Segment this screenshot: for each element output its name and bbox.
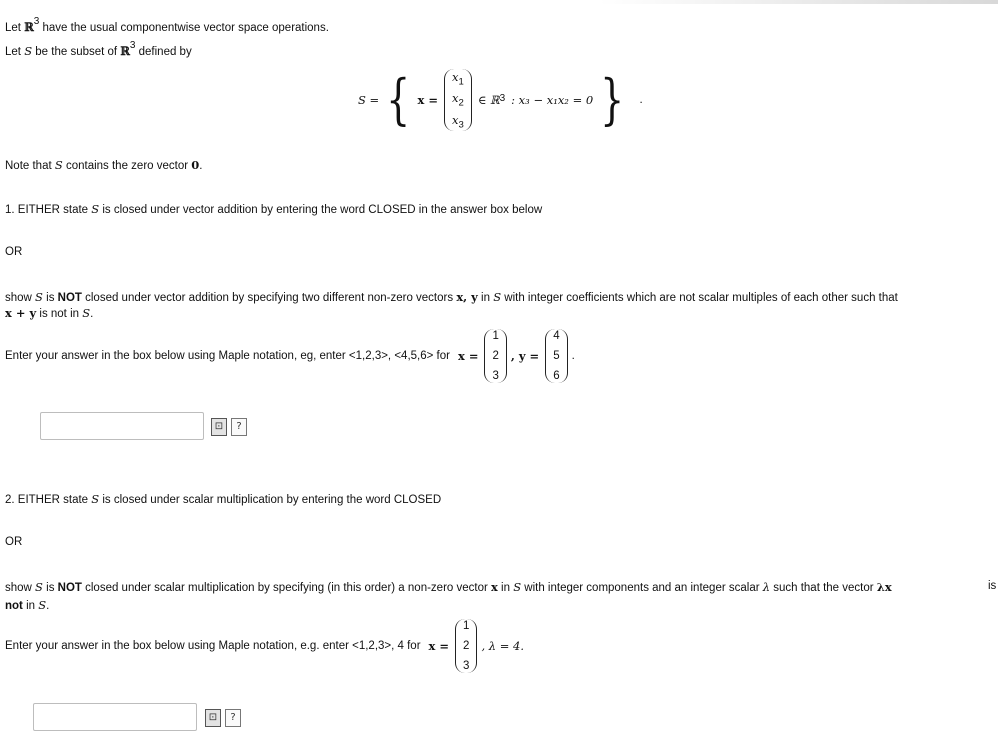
- intro-line-2: Let S be the subset of ℝ$^3$ defined by: [5, 40, 192, 58]
- left-brace: {: [386, 68, 411, 131]
- q2-show-line-1: show S is NOT closed under scalar multiplication by specifying (in this order) a non-zero vector x in S with integer components and an integer scalar λ such that the vector λx: [5, 580, 892, 594]
- q1-show-line-2: x + y is not in S.: [5, 306, 94, 320]
- q2-or: OR: [5, 536, 23, 548]
- right-brace: }: [600, 68, 625, 131]
- vector-x-column: $x_1$ $x_2$ $x_3$: [444, 69, 472, 131]
- q2-is: is: [988, 580, 997, 592]
- help-icon[interactable]: ?: [225, 709, 241, 727]
- q1-instructions: Enter your answer in the box below using Maple notation, eg, enter <1,2,3>, <4,5,6> for x = 1 2 3 , y = 4 5 6 .: [5, 330, 575, 382]
- q1-example-x-vector: 1 2 3: [484, 329, 506, 383]
- preview-icon[interactable]: ⊡: [211, 418, 227, 436]
- element-of-R3: ∈ ℝ: [477, 93, 500, 107]
- zero-vector-note: Note that S contains the zero vector 0.: [5, 158, 203, 172]
- help-icon[interactable]: ?: [231, 418, 247, 436]
- q2-instructions: Enter your answer in the box below using Maple notation, e.g. enter <1,2,3>, 4 for x = 1 2 3 , λ = 4.: [5, 620, 524, 672]
- intro-line-1: Let ℝ$^3$ have the usual componentwise vector space operations.: [5, 16, 329, 34]
- top-border: [0, 0, 998, 4]
- q1-either: 1. EITHER state S is closed under vector addition by entering the word CLOSED in the answer box below: [5, 202, 543, 216]
- q1-show-line-1: show S is NOT closed under vector addition by specifying two different non-zero vectors x, y in S with integer coefficients which are not scalar multiples of each other such that: [5, 290, 898, 304]
- set-name: S =: [358, 93, 380, 107]
- preview-icon[interactable]: ⊡: [205, 709, 221, 727]
- q1-answer-input[interactable]: [40, 412, 204, 440]
- q2-answer-input[interactable]: [33, 703, 197, 731]
- q1-example-y-vector: 4 5 6: [545, 329, 567, 383]
- set-condition: : x₃ − x₁x₂ = 0: [511, 93, 594, 107]
- q1-or: OR: [5, 246, 23, 258]
- q2-show-line-2: not in S.: [5, 598, 50, 612]
- q2-either: 2. EITHER state S is closed under scalar multiplication by entering the word CLOSED: [5, 492, 442, 506]
- vector-x-label: x =: [417, 93, 439, 107]
- q2-example-x-vector: 1 2 3: [455, 619, 477, 673]
- set-definition: S = { x = $x_1$ $x_2$ $x_3$ ∈ ℝ $^3$ : x₃ − x₁x₂ = 0 } .: [358, 68, 643, 131]
